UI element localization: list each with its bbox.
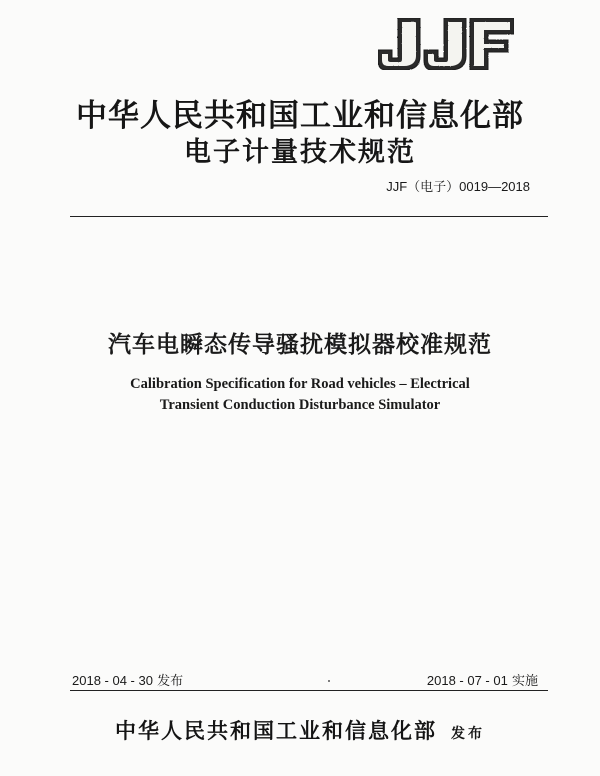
title-chinese: 汽车电瞬态传导骚扰模拟器校准规范: [108, 332, 492, 358]
standard-code: JJF（电子）0019—2018: [386, 179, 530, 194]
scan-speck: [328, 680, 330, 682]
title-english-line2: Transient Conduction Disturbance Simulator: [159, 397, 441, 413]
publisher-action: 发布: [451, 726, 485, 742]
ministry-name: 中华人民共和国工业和信息化部: [76, 98, 524, 134]
jjf-logo-icon: [376, 14, 516, 72]
header-divider: [70, 216, 548, 217]
issue-date: [72, 670, 183, 689]
publisher-name: 中华人民共和国工业和信息化部: [115, 719, 437, 743]
spec-category: 电子计量技术规范: [184, 137, 416, 168]
footer-divider: [70, 690, 548, 691]
issue-label: 发布: [157, 674, 184, 689]
implement-label: 实施: [511, 674, 538, 689]
publisher: [0, 715, 600, 745]
implement-date-value: 2018 - 07 - 01: [426, 673, 508, 688]
implement-date: [427, 670, 538, 689]
issue-date-value: 2018 - 04 - 30: [72, 673, 153, 688]
title-english-line1: Calibration Specification for Road vehicles – Electrical: [130, 376, 470, 392]
